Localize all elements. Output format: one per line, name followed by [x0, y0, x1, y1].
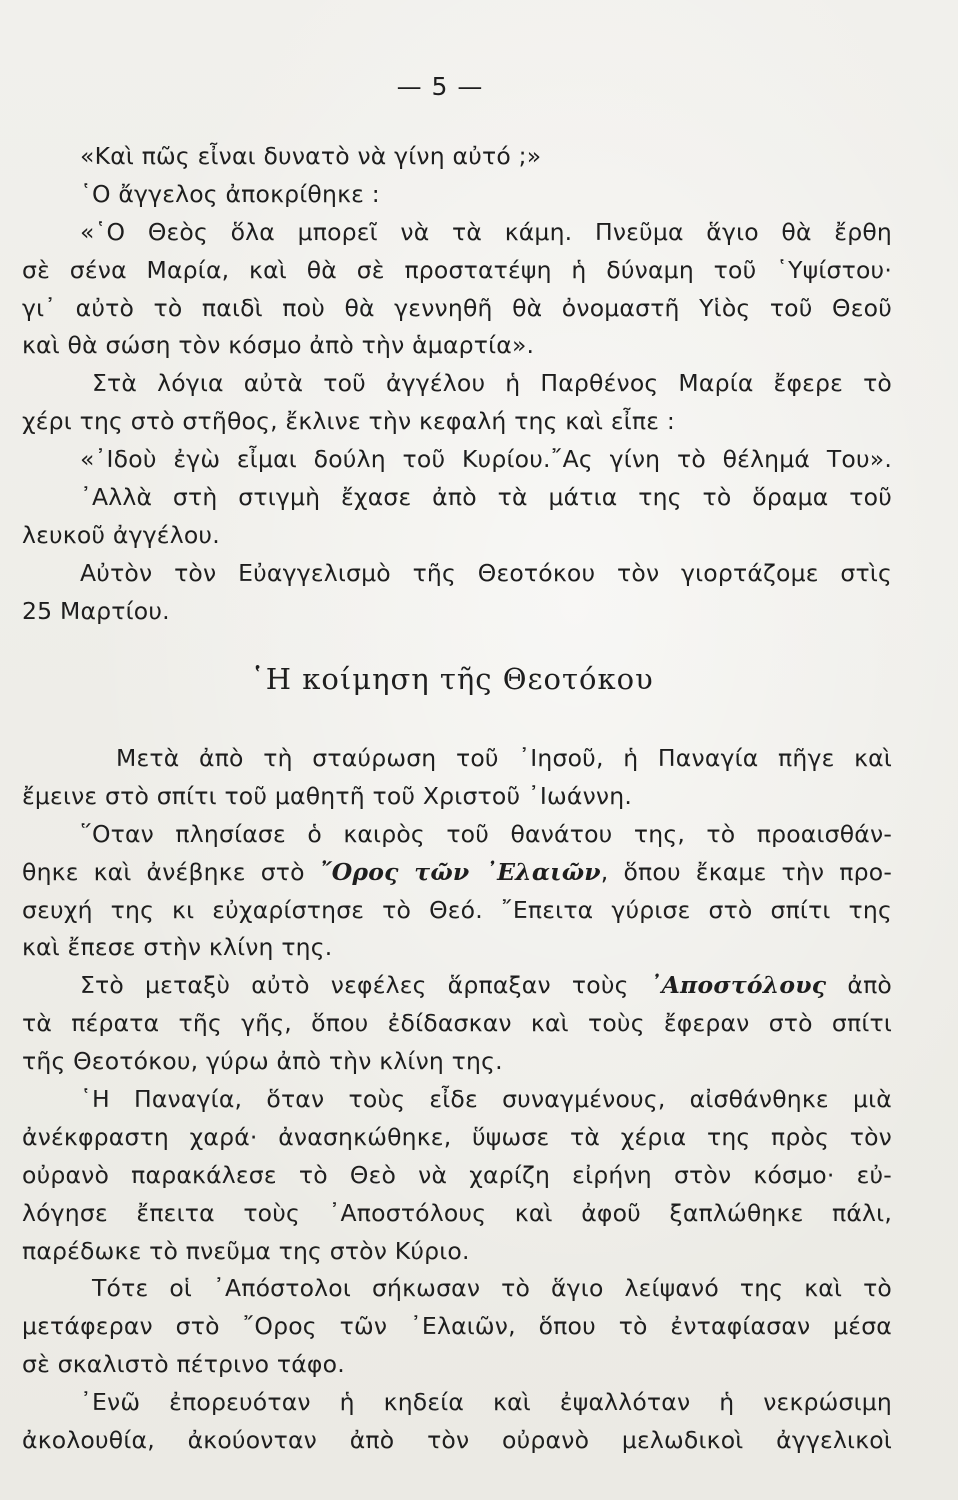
text-line: ἀνέκφραστη χαρά· ἀνασηκώθηκε, ὕψωσε τὰ χέρια της πρὸς τὸν — [22, 1122, 892, 1151]
text-line: Μετὰ ἀπὸ τὴ σταύρωση τοῦ ᾿Ιησοῦ, ἡ Παναγία πῆγε καὶ — [116, 744, 892, 772]
text-line: σὲ σκαλιστὸ πέτρινο τάφο. — [22, 1350, 345, 1379]
text-line: τῆς Θεοτόκου, γύρω ἀπὸ τὴν κλίνη της. — [22, 1047, 503, 1076]
text-line: χέρι της στὸ στῆθος, ἔκλινε τὴν κεφαλή της καὶ εἶπε : — [22, 407, 675, 436]
text-line: ᾿Ενῶ ἐπορευόταν ἡ κηδεία καὶ ἐψαλλόταν ἡ νεκρώσιμη — [80, 1388, 892, 1417]
text-line: ῞Οταν πλησίασε ὁ καιρὸς τοῦ θανάτου της, τὸ προαισθάν- — [80, 819, 892, 848]
text-line: «᾿Ιδοὺ ἐγὼ εἶμαι δούλη τοῦ Κυρίου.῎Ας γίνη τὸ θέλημά Του». — [80, 445, 892, 474]
text-line: σευχή της κι εὐχαρίστησε τὸ Θεό. ῎Επειτα γύρισε στὸ σπίτι της — [22, 895, 892, 924]
text-line: τὰ πέρατα τῆς γῆς, ὅπου ἐδίδασκαν καὶ τοὺς ἔφεραν στὸ σπίτι — [22, 1009, 892, 1038]
text-line: «Καὶ πῶς εἶναι δυνατὸ νὰ γίνη αὐτό ;» — [80, 142, 542, 170]
text-line: μετάφεραν στὸ ῎Ορος τῶν ᾿Ελαιῶν, ὅπου τὸ ἐνταφίασαν μέσα — [22, 1312, 892, 1341]
text-line: σὲ σένα Μαρία, καὶ θὰ σὲ προστατέψη ἡ δύναμη τοῦ ῾Υψίστου· — [22, 255, 892, 284]
text-line: καὶ θὰ σώση τὸν κόσμο ἀπὸ τὴν ἁμαρτία». — [22, 331, 535, 360]
line-text-part: , ὅπου ἔκαμε τὴν προ- — [600, 857, 892, 886]
text-line: Αὐτὸν τὸν Εὐαγγελισμὸ τῆς Θεοτόκου τὸν γιορτάζομε στὶς — [80, 558, 892, 587]
text-line: Τότε οἱ ᾿Απόστολοι σήκωσαν τὸ ἅγιο λείψανό της καὶ τὸ — [92, 1274, 892, 1303]
section-heading: ῾Η κοίμηση τῆς Θεοτόκου — [250, 662, 654, 696]
line-text-part: Στὸ μεταξὺ αὐτὸ νεφέλες ἅρπαξαν τοὺς — [80, 971, 650, 1000]
text-line: ἔμεινε στὸ σπίτι τοῦ μαθητῆ τοῦ Χριστοῦ ᾿Ιωάννη. — [22, 781, 632, 810]
emphasized-term: ῎Ορος τῶν ᾿Ελαιῶν — [319, 857, 601, 886]
text-line: ᾿Αλλὰ στὴ στιγμὴ ἔχασε ἀπὸ τὰ μάτια της τὸ ὅραμα τοῦ — [80, 483, 892, 512]
text-line: οὐρανὸ παρακάλεσε τὸ Θεὸ νὰ χαρίζη εἰρήνη στὸν κόσμο· εὐ- — [22, 1160, 892, 1189]
text-line: γι᾿ αὐτὸ τὸ παιδὶ ποὺ θὰ γεννηθῆ θὰ ὀνομαστῆ Υἱὸς τοῦ Θεοῦ — [22, 293, 892, 322]
text-line: «῾Ο Θεὸς ὅλα μπορεῖ νὰ τὰ κάμη. Πνεῦμα ἅγιο θὰ ἔρθη — [80, 217, 892, 246]
dormition-text — [22, 740, 892, 1460]
text-line: λευκοῦ ἀγγέλου. — [22, 520, 220, 549]
text-line: ῾Ο ἄγγελος ἀποκρίθηκε : — [80, 179, 380, 208]
text-line: παρέδωκε τὸ πνεῦμα της στὸν Κύριο. — [22, 1236, 470, 1265]
text-line: καὶ ἔπεσε στὴν κλίνη της. — [22, 933, 333, 962]
text-line: λόγησε ἔπειτα τοὺς ᾿Αποστόλους καὶ ἀφοῦ ξαπλώθηκε πάλι, — [22, 1198, 892, 1227]
text-line: ἀκολουθία, ἀκούονταν ἀπὸ τὸν οὐρανὸ μελωδικοὶ ἀγγελικοὶ — [22, 1426, 892, 1455]
line-text-part: ἀπὸ — [826, 971, 892, 1000]
page-number: — 5 — — [396, 72, 484, 101]
annunciation-text — [22, 138, 892, 631]
emphasized-term: ᾿Αποστόλους — [649, 971, 827, 1000]
text-line — [22, 854, 892, 892]
line-text-part: θηκε καὶ ἀνέβηκε στὸ — [22, 857, 320, 886]
text-line: 25 Μαρτίου. — [22, 596, 170, 625]
text-line: ῾Η Παναγία, ὅταν τοὺς εἶδε συναγμένους, αἰσθάνθηκε μιὰ — [80, 1085, 892, 1114]
text-line: Στὰ λόγια αὐτὰ τοῦ ἀγγέλου ἡ Παρθένος Μαρία ἔφερε τὸ — [92, 369, 892, 398]
text-line — [22, 967, 892, 1005]
